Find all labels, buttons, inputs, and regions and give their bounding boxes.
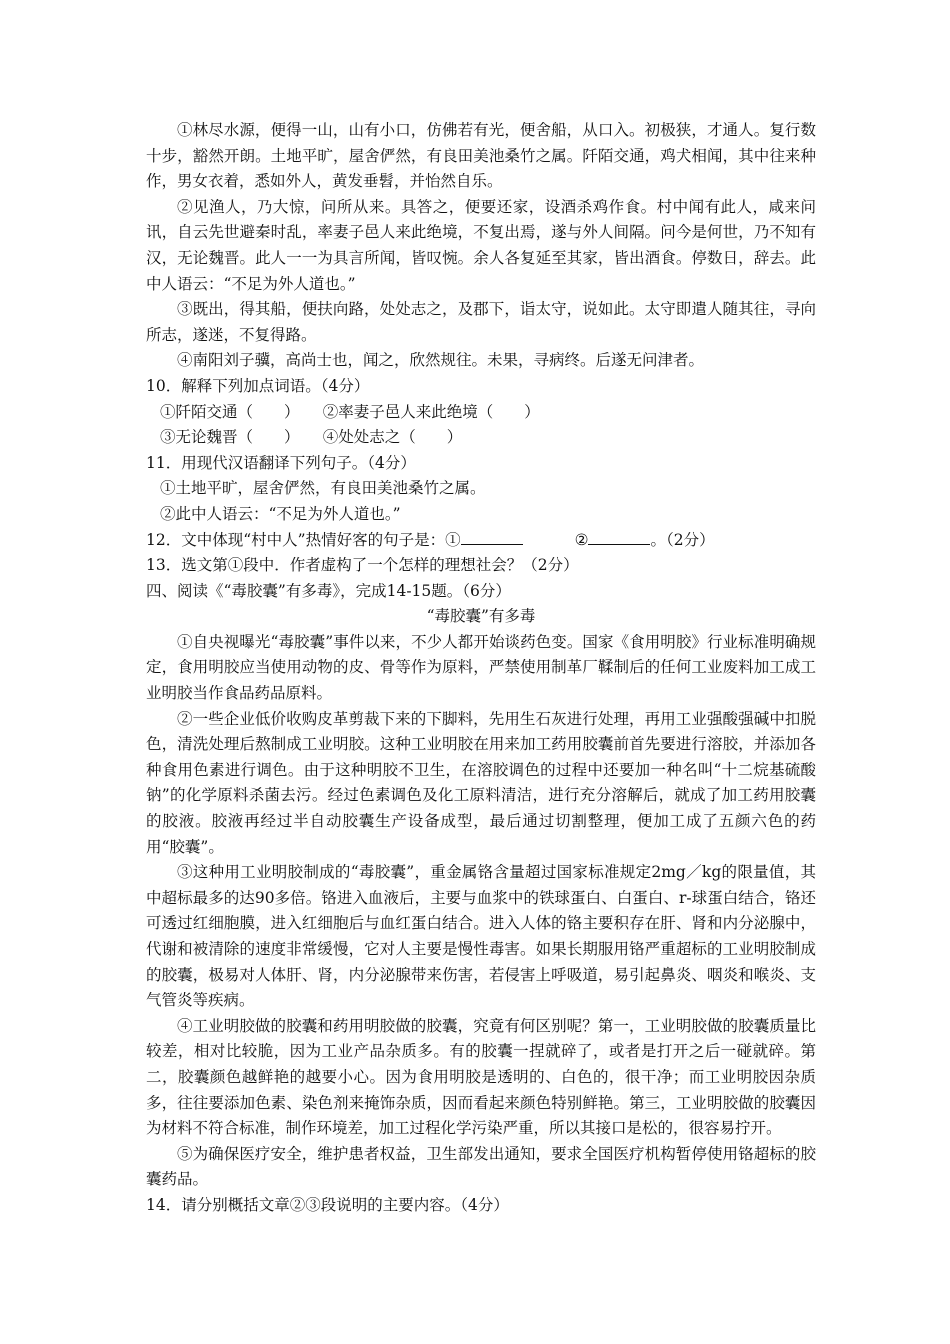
question-10-row-1: ①阡陌交通（ ） ②率妻子邑人来此绝境（ ） [160, 402, 540, 421]
question-13: 13．选文第①段中．作者虚构了一个怎样的理想社会？（2分） [146, 556, 579, 575]
question-11: 11．用现代汉语翻译下列句子。（4分） [146, 453, 416, 472]
question-10-row-2: ③无论魏晋（ ） ④处处志之（ ） [160, 428, 463, 447]
classical-paragraph-3: ③既出，得其船，便扶向路，处处志之，及郡下，诣太守，说如此。太守即遣人随其往，寻向所志，遂迷，不复得路。 [146, 300, 816, 344]
answer-blank-1 [461, 528, 523, 545]
question-12 [146, 528, 816, 554]
article-paragraph-3: ③这种用工业明胶制成的“毒胶囊”，重金属铬含量超过国家标准规定2mg／kg的限量值，其中超标最多的达90多倍。铬进入血液后，主要与血浆中的铁球蛋白、白蛋白、r-球蛋白结合，铬还可透过红细胞膜，进入红细胞后与血红蛋白结合。进入人体的铬主要积存在肝、肾和内分泌腺中，代谢和被清除的速度非常缓慢，它对人主要是慢性毒害。如果长期服用铬严重超标的工业明胶制成的胶囊，极易对人体肝、肾，内分泌腺带来伤害，若侵害上呼吸道，易引起鼻炎、咽炎和喉炎、支气管炎等疾病。 [146, 863, 816, 1010]
question-11-item-1: ①土地平旷，屋舍俨然，有良田美池桑竹之属。 [160, 479, 486, 498]
classical-paragraph-2: ②见渔人，乃大惊，问所从来。具答之，便要还家，设酒杀鸡作食。村中闻有此人，咸来问讯，自云先世避秦时乱，率妻子邑人来此绝境，不复出焉，遂与外人间隔。问今是何世，乃不知有汉，无论魏晋。此人一一为具言所闻，皆叹惋。余人各复延至其家，皆出酒食。停数日，辞去。此中人语云：“不足为外人道也。” [146, 197, 816, 293]
article-paragraph-2: ②一些企业低价收购皮革剪裁下来的下脚料，先用生石灰进行处理，再用工业强酸强碱中扣脱色，清洗处理后熬制成工业明胶。这种工业明胶在用来加工药用胶囊前首先要进行溶胶，并添加各种食用色素进行调色。由于这种明胶不卫生，在溶胶调色的过程中还要加一种名叫“十二烷基硫酸钠”的化学原料杀菌去污。经过色素调色及化工原料清洁，进行充分溶解后，就成了加工药用胶囊的胶液。胶液再经过半自动胶囊生产设备成型，最后通过切割整理，便加工成了五颜六色的药用“胶囊”。 [146, 709, 816, 856]
article-paragraph-4: ④工业明胶做的胶囊和药用明胶做的胶囊，究竟有何区别呢？第一，工业明胶做的胶囊质量比较差，相对比较脆，因为工业产品杂质多。有的胶囊一捏就碎了，或者是打开之后一碰就碎。第二，胶囊颜色越鲜艳的越要小心。因为食用明胶是透明的、白色的，很干净；而工业明胶因杂质多，往往要添加色素、染色剂来掩饰杂质，因而看起来颜色特别鲜艳。第三，工业明胶做的胶囊因为材料不符合标准，制作环境差，加工过程化学污染严重，所以其接口是松的，很容易拧开。 [146, 1016, 816, 1138]
article-title: “毒胶囊”有多毒 [426, 607, 536, 626]
classical-paragraph-1: ①林尽水源，便得一山，山有小口，仿佛若有光，便舍船，从口入。初极狭，才通人。复行数十步，豁然开朗。土地平旷，屋舍俨然，有良田美池桑竹之属。阡陌交通，鸡犬相闻，其中往来种作，男女衣着，悉如外人，黄发垂髫，并怡然自乐。 [146, 121, 816, 191]
answer-blank-2 [588, 528, 650, 545]
question-10: 10．解释下列加点词语。（4分） [146, 376, 370, 395]
question-12-suffix: 。（2分） [650, 530, 715, 549]
question-12-middle: ② [574, 530, 589, 549]
classical-paragraph-4: ④南阳刘子骥，高尚士也，闻之，欣然规往。未果，寻病终。后遂无问津者。 [177, 351, 705, 370]
document-page [146, 118, 816, 1219]
question-11-item-2: ②此中人语云：“不足为外人道也。” [160, 504, 401, 523]
article-paragraph-5: ⑤为确保医疗安全，维护患者权益，卫生部发出通知，要求全国医疗机构暂停使用铬超标的胶囊药品。 [146, 1144, 816, 1189]
article-paragraph-1: ①自央视曝光“毒胶囊”事件以来，不少人都开始谈药色变。国家《食用明胶》行业标准明确规定，食用明胶应当使用动物的皮、骨等作为原料，严禁使用制革厂鞣制后的任何工业废料加工成工业明胶当作食品药品原料。 [146, 632, 816, 703]
section-4-heading: 四、阅读《“毒胶囊”有多毒》，完成14-15题。（6分） [146, 581, 511, 600]
question-14: 14．请分别概括文章②③段说明的主要内容。（4分） [146, 1195, 509, 1214]
question-12-prefix: 12．文中体现“村中人”热情好客的句子是：① [146, 530, 461, 549]
